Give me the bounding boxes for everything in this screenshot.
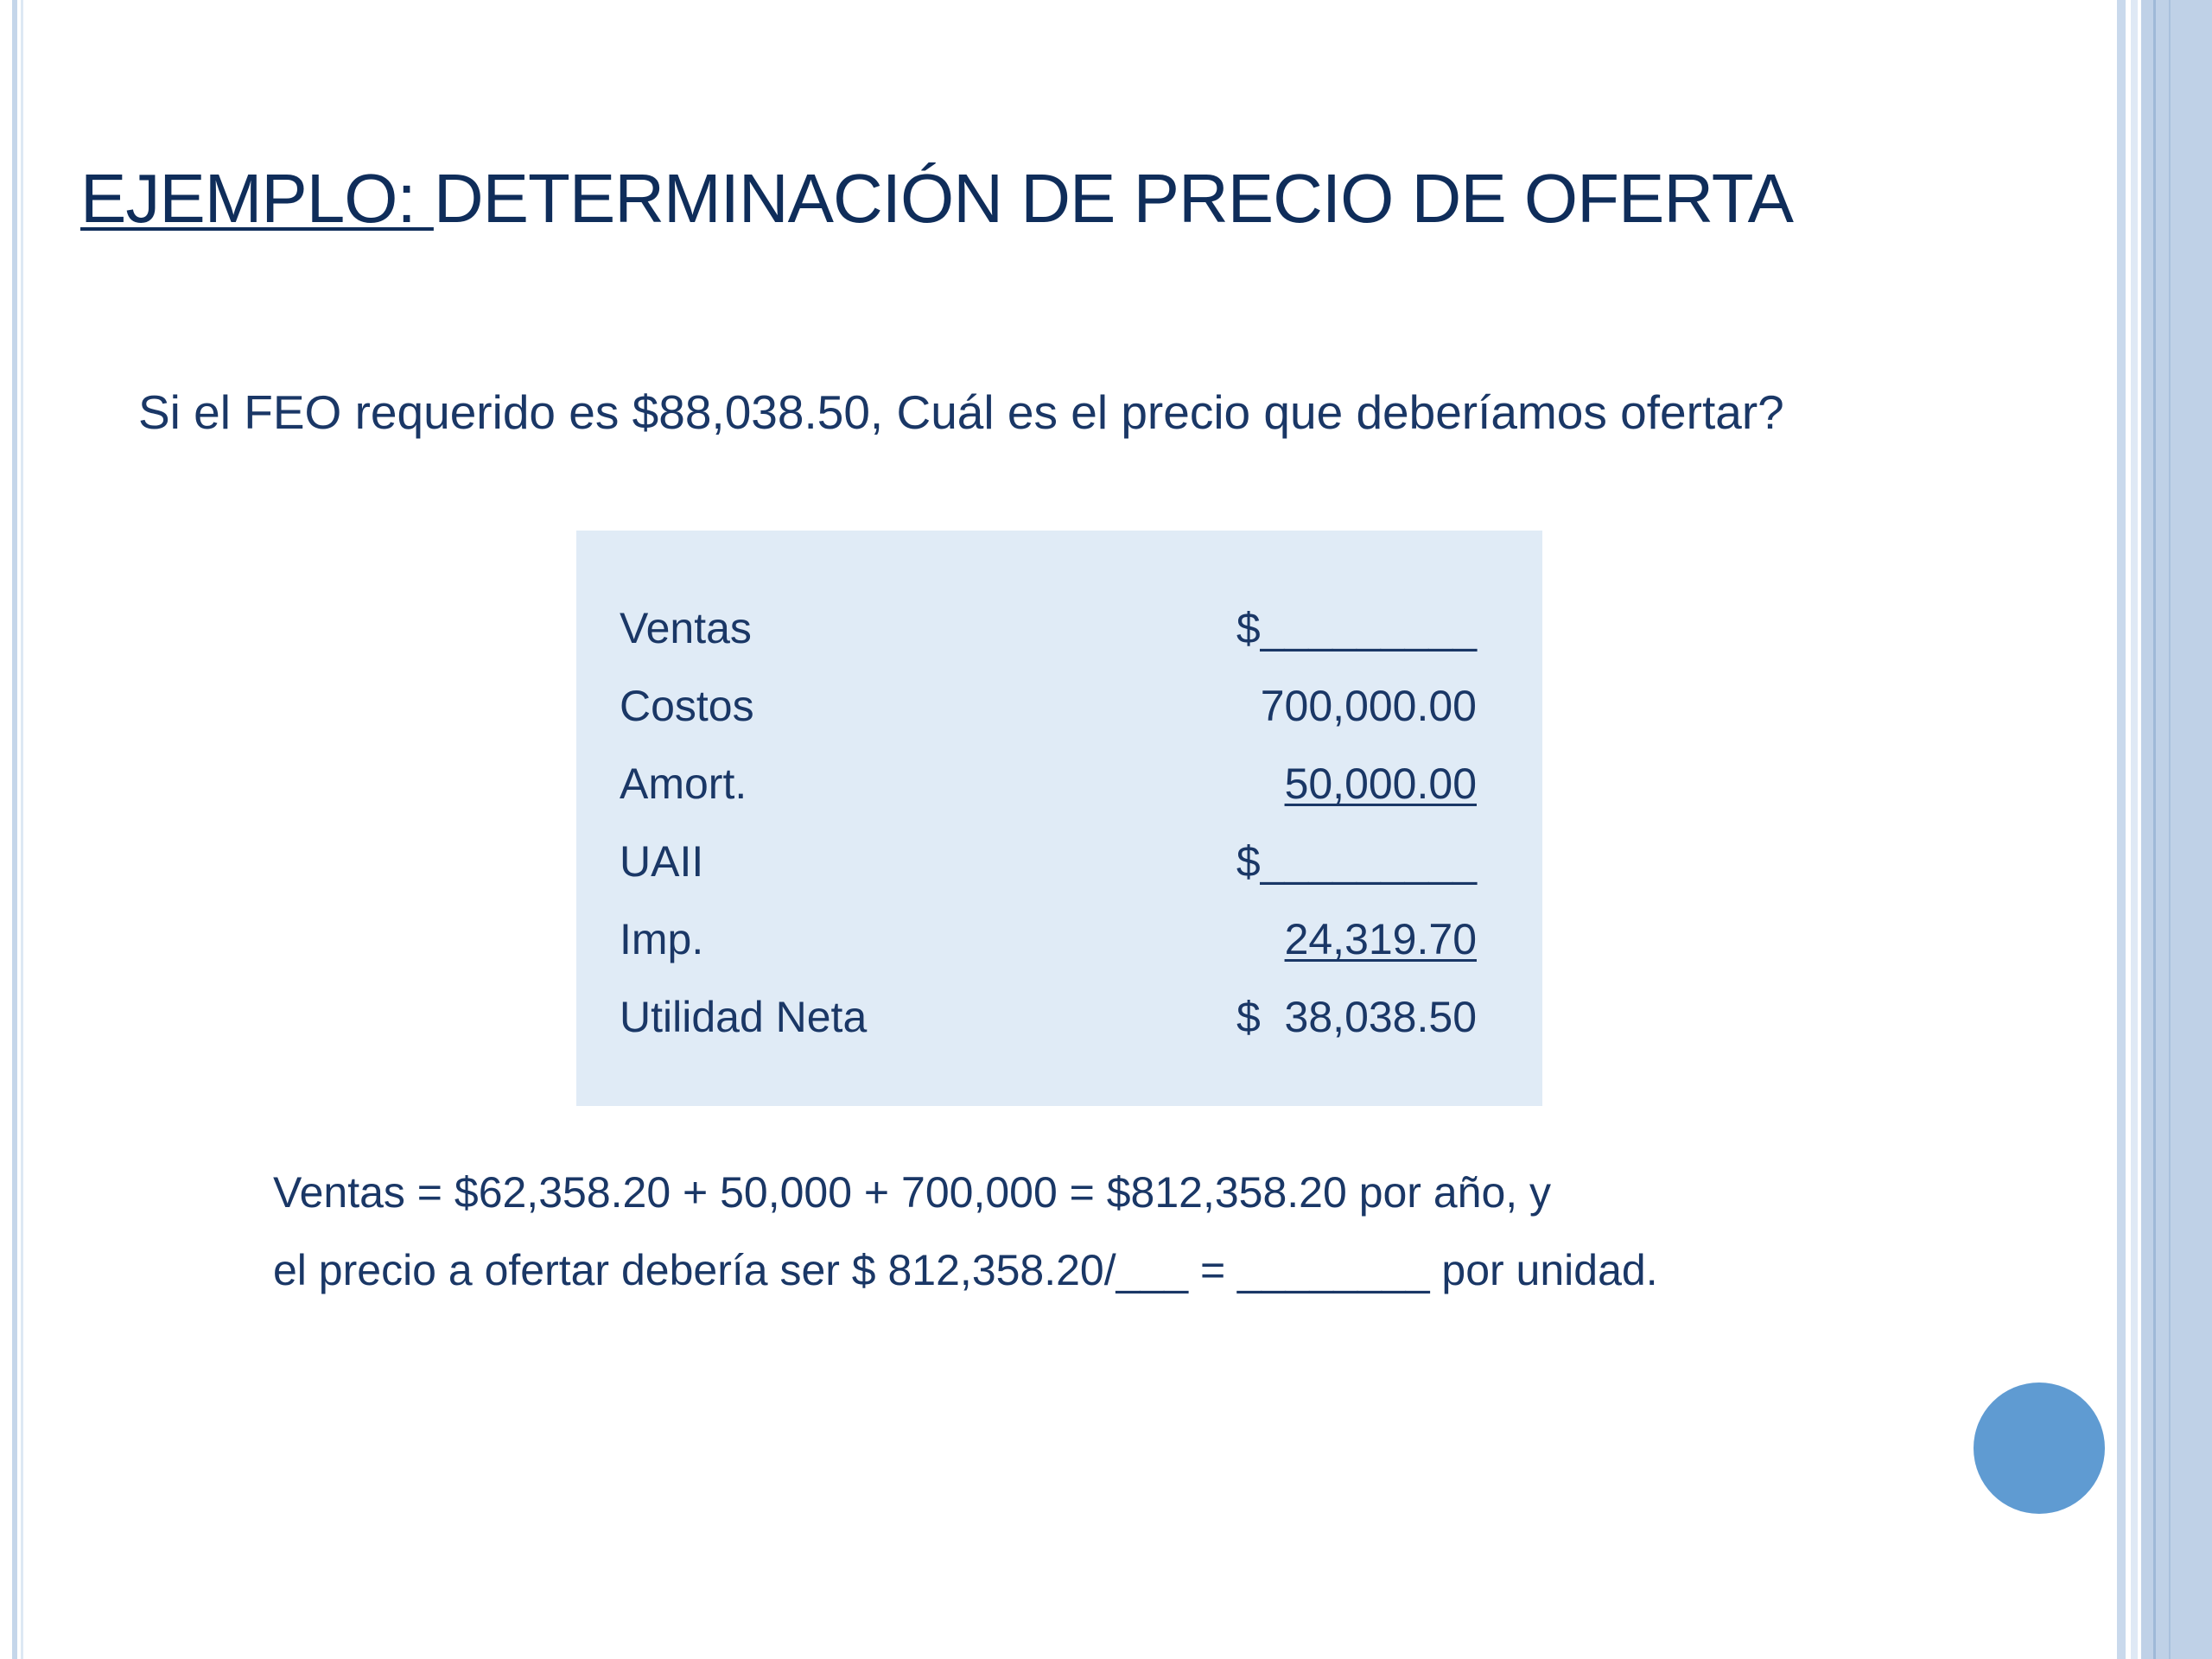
title-main: DETERMINACIÓN DE PRECIO DE OFERTA bbox=[433, 160, 1793, 237]
row-value: $_________ bbox=[1236, 604, 1477, 652]
row-label: Utilidad Neta bbox=[620, 993, 868, 1041]
row-label: Imp. bbox=[620, 915, 704, 963]
right-stripe bbox=[2131, 0, 2138, 1659]
table-row bbox=[620, 909, 1477, 969]
row-label: UAII bbox=[620, 837, 704, 886]
row-label: Ventas bbox=[620, 604, 752, 652]
left-border-line-inner bbox=[21, 0, 23, 1659]
right-stripe bbox=[2153, 0, 2156, 1659]
decorative-circle bbox=[1974, 1382, 2105, 1514]
row-value: 50,000.00 bbox=[1284, 760, 1477, 808]
row-value: 700,000.00 bbox=[1260, 682, 1477, 730]
right-stripe bbox=[2117, 0, 2126, 1659]
right-stripe bbox=[2169, 0, 2171, 1659]
row-label: Costos bbox=[620, 682, 754, 730]
question-text: Si el FEO requerido es $88,038.50, Cuál es el precio que deberíamos ofertar? bbox=[138, 385, 1784, 439]
row-value: $ 38,038.50 bbox=[1236, 993, 1477, 1041]
row-label: Amort. bbox=[620, 760, 747, 808]
title-prefix: EJEMPLO: bbox=[80, 160, 434, 237]
table-row bbox=[620, 676, 1477, 736]
table-row bbox=[620, 987, 1477, 1047]
formula-line-2: el precio a ofertar debería ser $ 812,358.20/___ = ________ por unidad. bbox=[273, 1246, 1658, 1294]
slide-title bbox=[80, 160, 1793, 237]
left-border-line bbox=[12, 0, 17, 1659]
table-row bbox=[620, 753, 1477, 814]
table-row bbox=[620, 831, 1477, 892]
row-value: 24,319.70 bbox=[1284, 915, 1477, 963]
table-row bbox=[620, 598, 1477, 658]
right-stripe bbox=[2141, 0, 2212, 1659]
formula-line-1: Ventas = $62,358.20 + 50,000 + 700,000 = $812,358.20 por año, y bbox=[273, 1168, 1552, 1217]
row-value: $_________ bbox=[1236, 837, 1477, 886]
